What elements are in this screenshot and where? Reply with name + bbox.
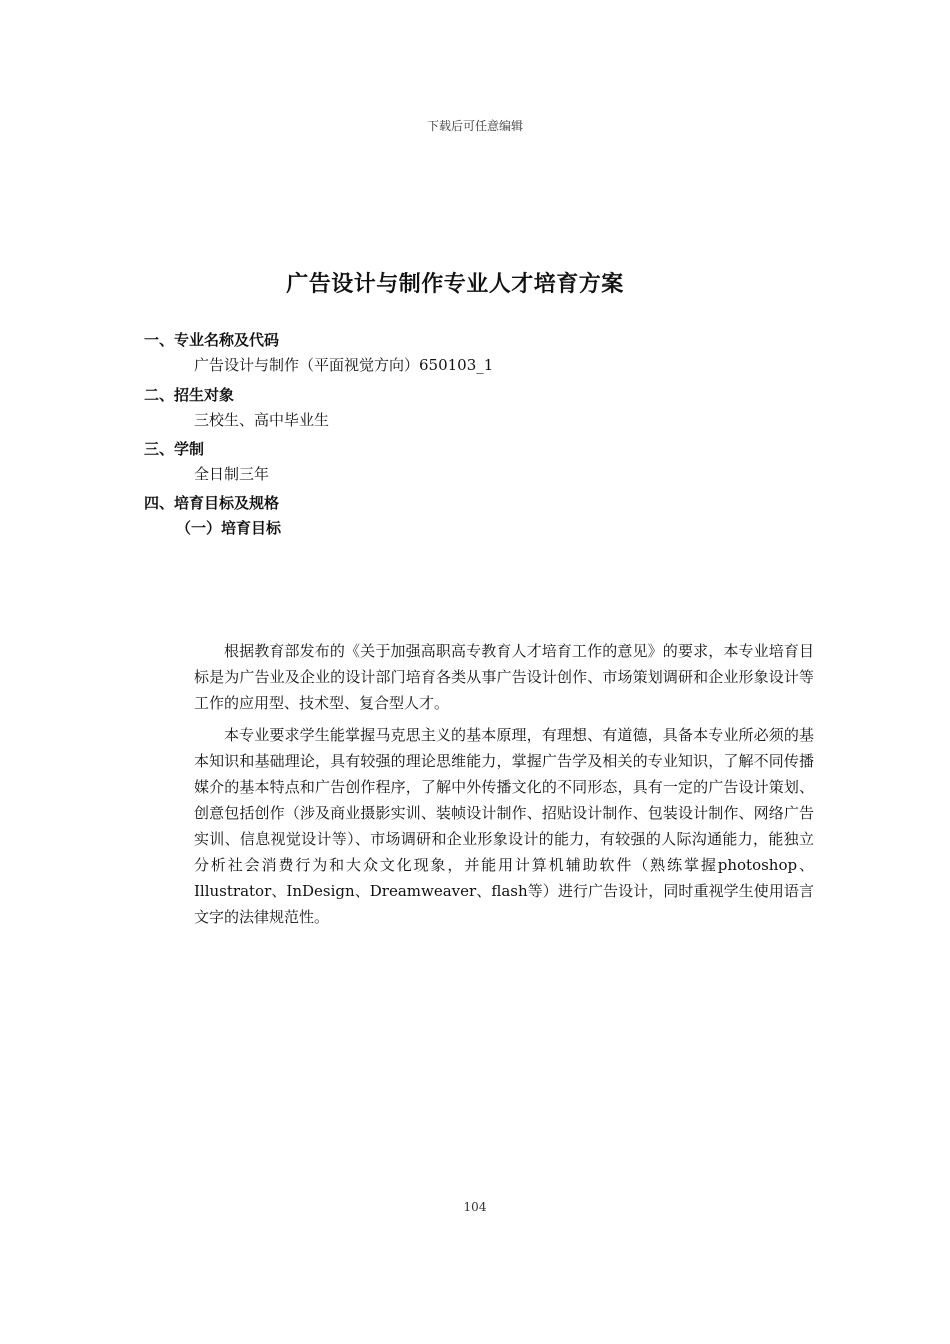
section-heading-duration: 三、学制 <box>144 440 205 458</box>
document-title: 广告设计与制作专业人才培育方案 <box>286 272 624 297</box>
section-heading-enrollment: 二、招生对象 <box>144 386 235 404</box>
section-heading-goals: 四、培育目标及规格 <box>144 494 280 512</box>
page-header-note: 下载后可任意编辑 <box>426 119 523 133</box>
paragraph-goal-intro: 根据教育部发布的《关于加强高职高专教育人才培育工作的意见》的要求，本专业培育目标是为广告业及企业的设计部门培育各类从事广告设计创作、市场策划调研和企业形象设计等工作的应用型、技术型、复合型人才。 <box>194 642 814 712</box>
page-number: 104 <box>463 1200 487 1214</box>
section-body-enrollment: 三校生、高中毕业生 <box>194 411 330 429</box>
subheading-training-goal: （一）培育目标 <box>176 519 282 537</box>
paragraph-goal-requirements: 本专业要求学生能掌握马克思主义的基本原理，有理想、有道德，具备本专业所必须的基本知识和基础理论，具有较强的理论思维能力，掌握广告学及相关的专业知识，了解不同传播媒介的基本特点和广告创作程序，了解中外传播文化的不同形态，具有一定的广告设计策划、创意包括创作（涉及商业摄影实训、装帧设计制作、招贴设计制作、包装设计制作、网络广告实训、信息视觉设计等）、市场调研和企业形象设计的能力，有较强的人际沟通能力，能独立分析社会消费行为和大众文化现象，并能用计算机辅助软件（熟练掌握photoshop、Illustrator、InDesign、Dreamweaver、flash等）进行广告设计，同时重视学生使用语言文字的法律规范性。 <box>194 726 814 926</box>
section-body-major-name: 广告设计与制作（平面视觉方向）650103_1 <box>194 356 494 374</box>
section-body-duration: 全日制三年 <box>194 465 270 483</box>
section-heading-major-name: 一、专业名称及代码 <box>144 331 280 349</box>
